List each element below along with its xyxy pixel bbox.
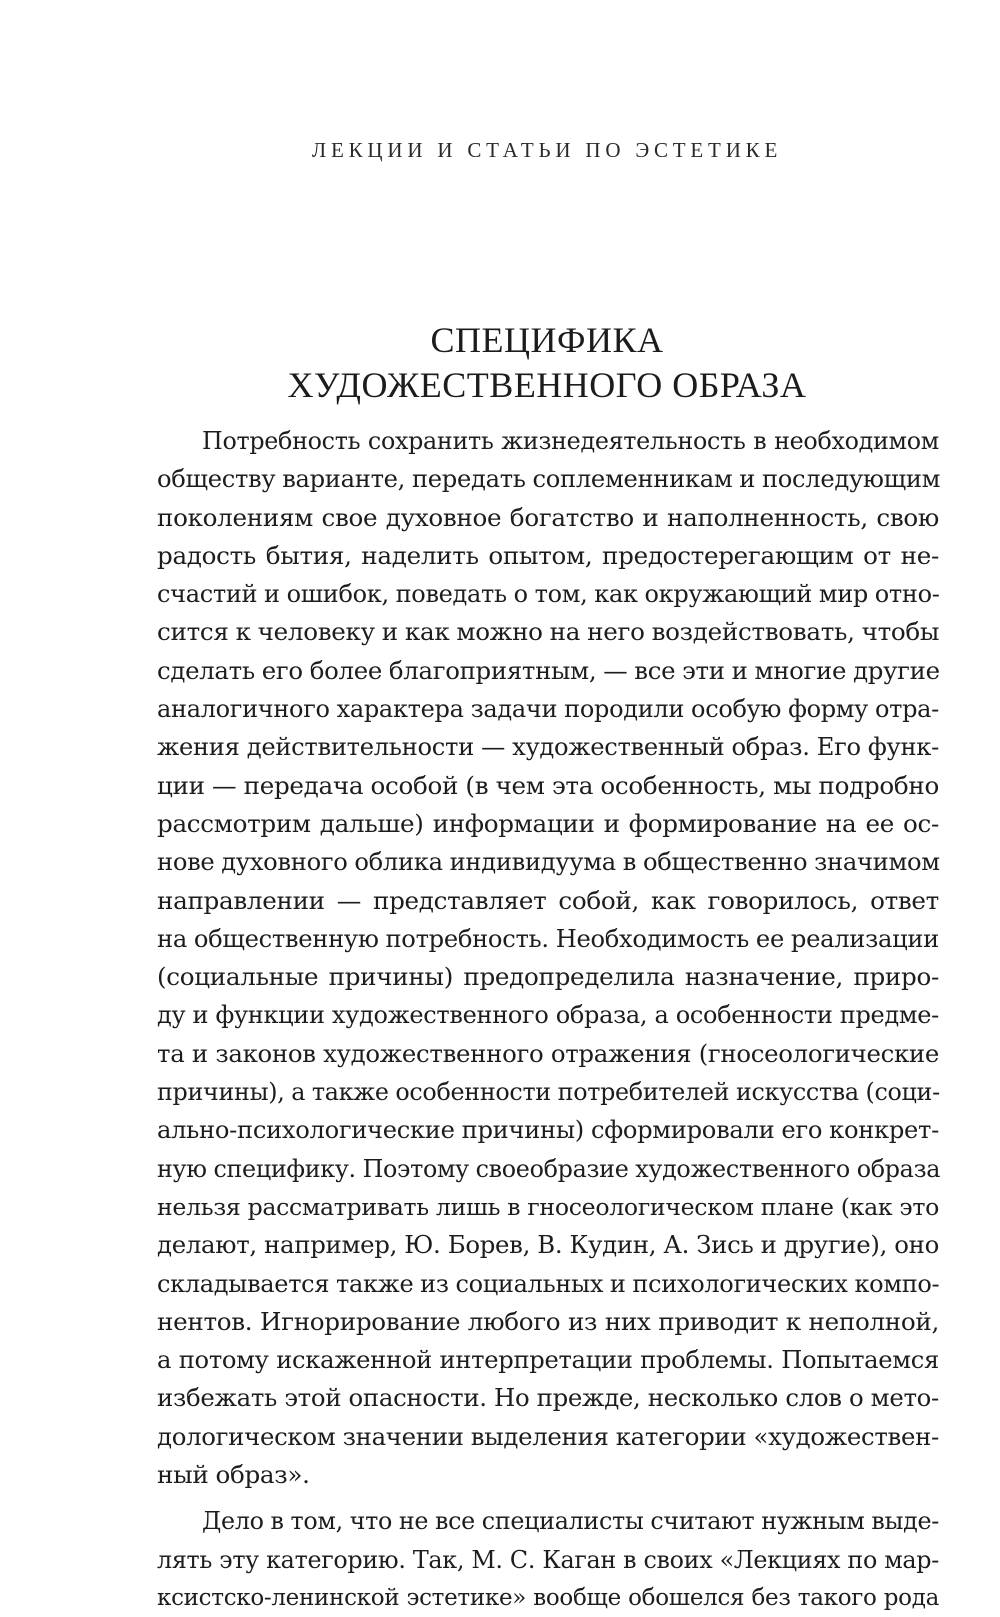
text-line: рассмотрим дальше) информации и формирование на ее ос- xyxy=(157,808,939,838)
chapter-title-line-1: СПЕЦИФИКА xyxy=(430,320,664,360)
text-line: ную специфику. Поэтому своеобразие художественного образа xyxy=(157,1154,941,1183)
text-line: ально-психологические причины) сформировали его конкрет- xyxy=(157,1116,939,1145)
text-line: нентов. Игнорирование любого из них приводит к неполной, xyxy=(157,1306,939,1336)
text-line: та и законов художественного отражения (гносеологические xyxy=(157,1038,939,1068)
chapter-title-line-2: ХУДОЖЕСТВЕННОГО ОБРАЗА xyxy=(287,365,807,405)
text-line: ции — передача особой (в чем эта особенность, мы подробно xyxy=(157,770,939,800)
text-line: нове духовного облика индивидуума в общественно значимом xyxy=(157,848,940,877)
text-line: ный образ». xyxy=(157,1460,310,1490)
text-line: направлении — представляет собой, как говорилось, ответ xyxy=(157,885,939,915)
paragraph xyxy=(157,422,939,1494)
text-line: сится к человеку и как можно на него воздействовать, чтобы xyxy=(157,617,940,647)
text-line: причины), а также особенности потребителей искусства (соци- xyxy=(157,1078,940,1107)
text-line: Потребность сохранить жизнедеятельность в необходимом xyxy=(202,427,939,455)
text-line: обществу варианте, передать соплеменникам и последующим xyxy=(157,465,941,494)
running-header: ЛЕКЦИИ И СТАТЬИ ПО ЭСТЕТИКЕ xyxy=(311,138,783,162)
text-line: жения действительности — художественный образ. Его функ- xyxy=(157,733,939,762)
text-line: аналогичного характера задачи породили особую форму отра- xyxy=(157,695,939,724)
text-line: дологическом значении выделения категории «художествен- xyxy=(157,1421,939,1451)
text-line: нельзя рассматривать лишь в гносеологическом плане (как это xyxy=(157,1192,939,1221)
paragraph xyxy=(157,1502,939,1617)
text-line: сделать его более благоприятным, — все эти и многие другие xyxy=(157,655,940,685)
text-line: радость бытия, наделить опытом, предостерегающим от не- xyxy=(157,540,939,570)
text-line: а потому искаженной интерпретации проблемы. Попытаемся xyxy=(157,1346,939,1375)
text-line: избежать этой опасности. Но прежде, несколько слов о мето- xyxy=(157,1383,939,1413)
text-line: ксистско-ленинской эстетике» вообще обошелся без такого рода xyxy=(157,1584,939,1611)
text-line: на общественную потребность. Необходимость ее реализации xyxy=(157,924,939,953)
body-text xyxy=(157,422,939,1617)
text-line: поколениям свое духовное богатство и наполненность, свою xyxy=(157,502,939,532)
text-line: делают, например, Ю. Борев, В. Кудин, А. Зись и другие), оно xyxy=(157,1230,939,1260)
text-line: лять эту категорию. Так, М. С. Каган в своих «Лекциях по мар- xyxy=(157,1545,939,1574)
text-line: Дело в том, что не все специалисты считают нужным выде- xyxy=(202,1507,939,1536)
text-line: счастий и ошибок, поведать о том, как окружающий мир отно- xyxy=(157,580,940,609)
chapter-title xyxy=(0,318,1000,408)
text-line: складывается также из социальных и психологических компо- xyxy=(157,1269,940,1298)
text-line: (социальные причины) предопределила назначение, приро- xyxy=(157,962,939,992)
text-line: ду и функции художественного образа, а особенности предме- xyxy=(157,1001,939,1030)
